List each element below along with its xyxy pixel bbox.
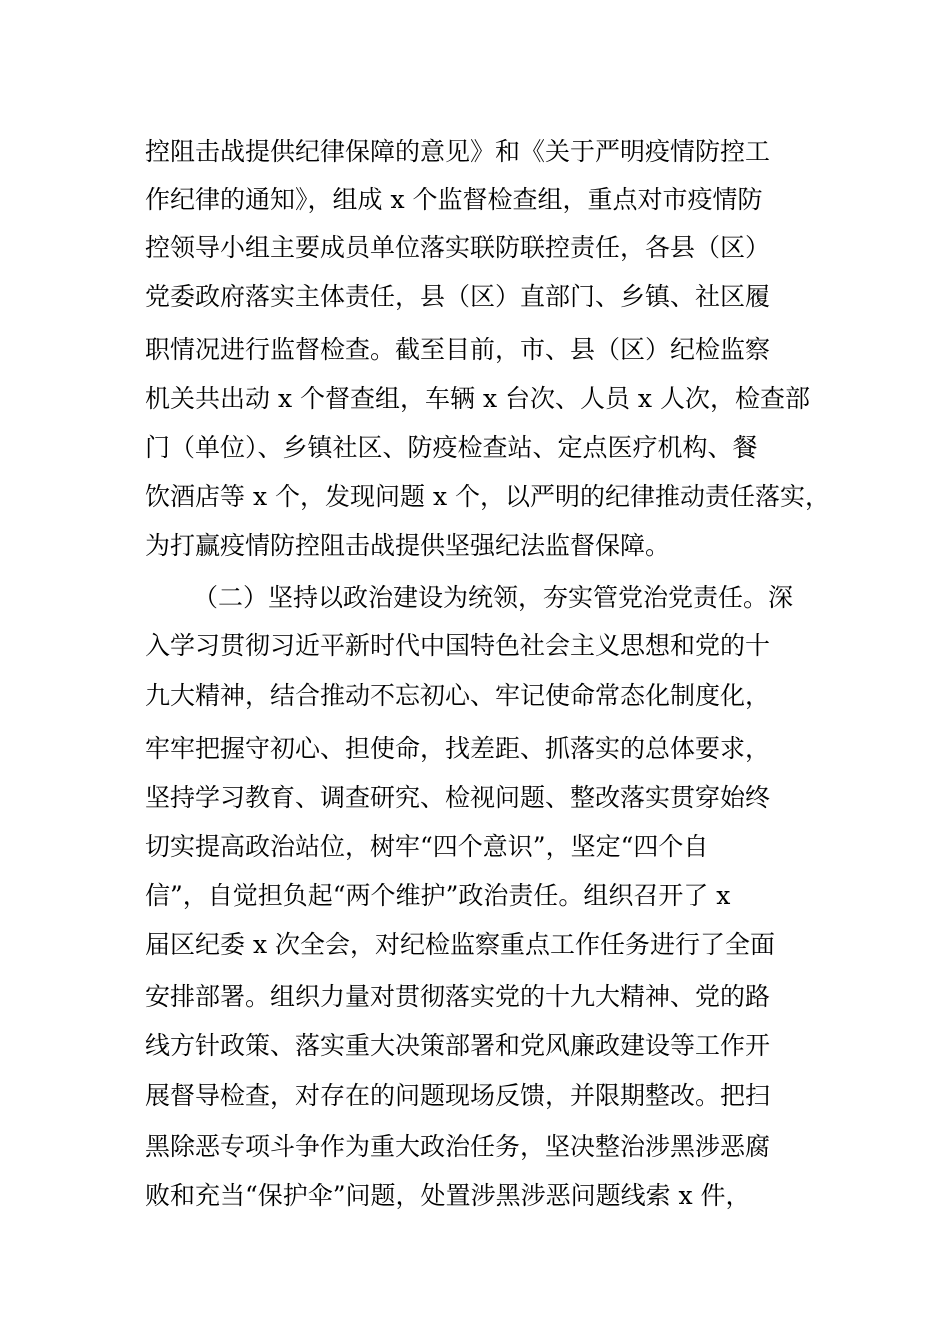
text-line: 九大精神，结合推动不忘初心、牢记使命常态化制度化， <box>145 681 771 710</box>
text-line: 败和充当“保护伞”问题，处置涉黑涉恶问题线索 x 件， <box>145 1181 751 1210</box>
text-line: 为打赢疫情防控阻击战提供坚强纪法监督保障。 <box>145 531 671 560</box>
section-heading-line: （二）坚持以政治建设为统领，夯实管党治党责任。深 <box>193 583 794 612</box>
text-line: 机关共出动 x 个督查组，车辆 x 台次、人员 x 人次，检查部 <box>145 384 810 413</box>
text-line: 坚持学习教育、调查研究、检视问题、整改落实贯穿始终 <box>145 783 771 812</box>
text-line: 线方针政策、落实重大决策部署和党风廉政建设等工作开 <box>145 1031 771 1060</box>
text-line: 控领导小组主要成员单位落实联防联控责任，各县（区） <box>145 233 771 262</box>
text-line: 职情况进行监督检查。截至目前，市、县（区）纪检监察 <box>145 335 771 364</box>
text-line: 信”，自觉担负起“两个维护”政治责任。组织召开了 x <box>145 881 731 910</box>
text-line: 届区纪委 x 次全会，对纪检监察重点工作任务进行了全面 <box>145 930 775 959</box>
text-line: 党委政府落实主体责任，县（区）直部门、乡镇、社区履 <box>145 282 771 311</box>
text-line: 安排部署。组织力量对贯彻落实党的十九大精神、党的路 <box>145 982 771 1011</box>
text-line: 切实提高政治站位，树牢“四个意识”，坚定“四个自 <box>145 832 709 861</box>
text-line: 门（单位）、乡镇社区、防疫检查站、定点医疗机构、餐 <box>145 433 758 462</box>
text-line: 饮酒店等 x 个，发现问题 x 个，以严明的纪律推动责任落实， <box>145 482 830 511</box>
text-line: 黑除恶专项斗争作为重大政治任务，坚决整治涉黑涉恶腐 <box>145 1132 771 1161</box>
text-line: 作纪律的通知》，组成 x 个监督检查组，重点对市疫情防 <box>145 185 763 214</box>
text-line: 牢牢把握守初心、担使命，找差距、抓落实的总体要求， <box>145 734 771 763</box>
text-line: 控阻击战提供纪律保障的意见》和《关于严明疫情防控工 <box>145 137 771 166</box>
text-line: 展督导检查，对存在的问题现场反馈，并限期整改。把扫 <box>145 1081 771 1110</box>
text-line: 入学习贯彻习近平新时代中国特色社会主义思想和党的十 <box>145 631 771 660</box>
